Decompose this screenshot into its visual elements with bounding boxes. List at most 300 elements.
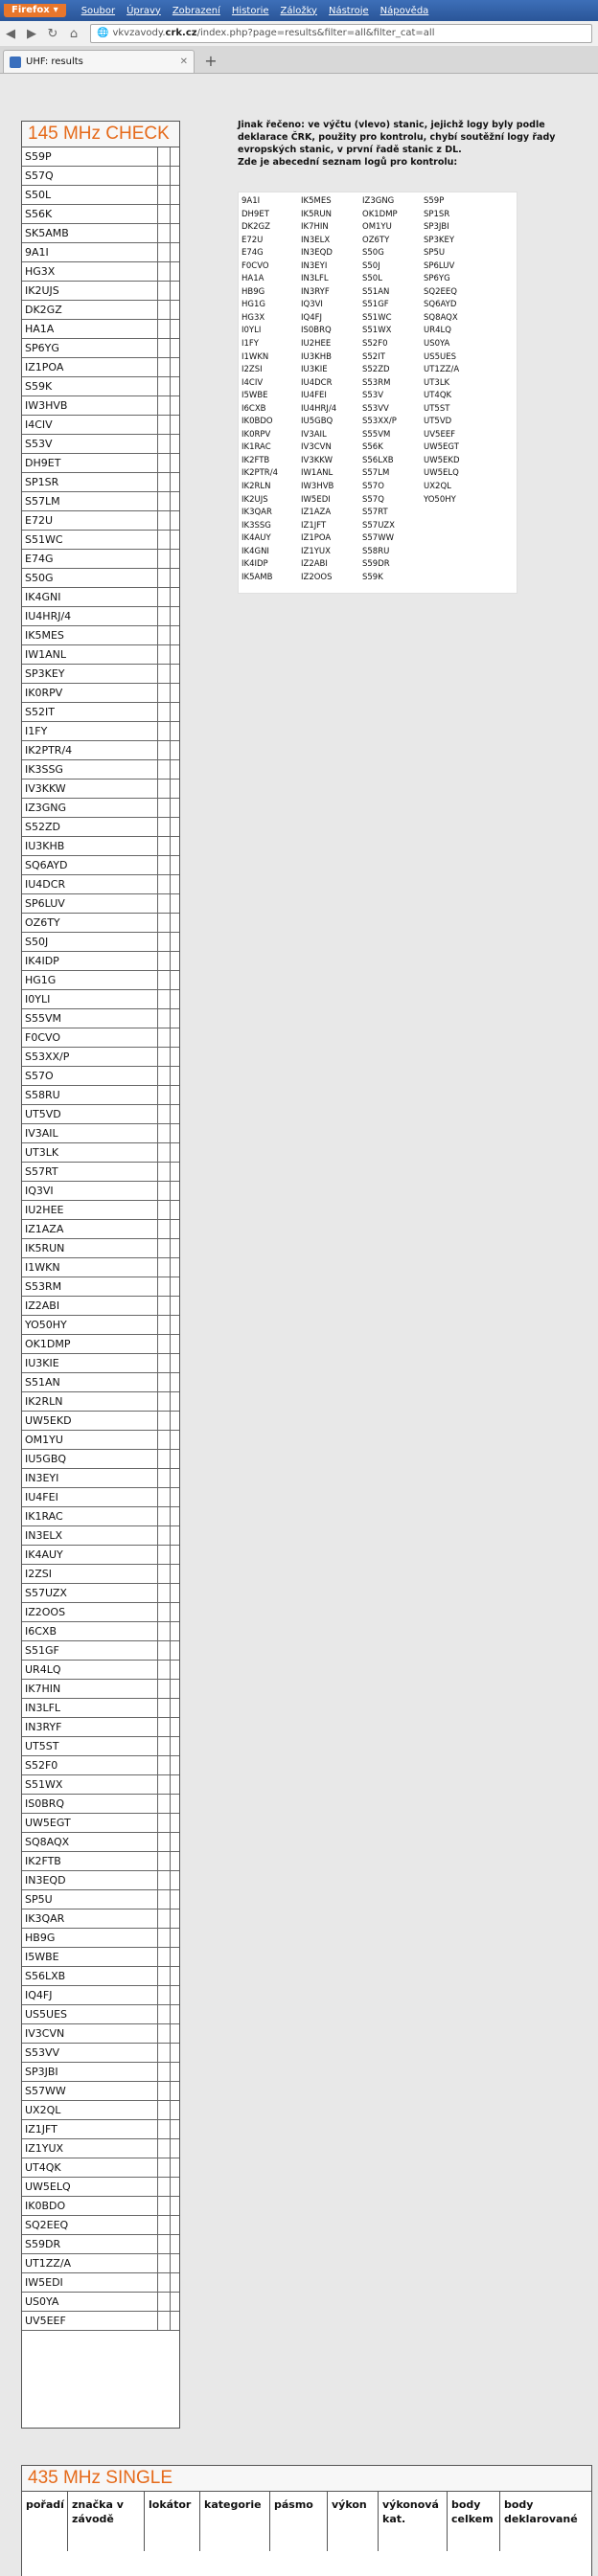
empty-cell [171,569,179,587]
callsign-cell: IV3CVN [22,2024,158,2043]
empty-cell [171,741,179,759]
table-row [22,186,179,205]
empty-cell [171,1852,179,1870]
callsign-cell: SP5U [22,1890,158,1909]
table-row [22,2101,179,2120]
table-row [22,473,179,492]
empty-cell [158,1450,171,1468]
empty-cell [158,2178,171,2196]
callsign-cell: S51WX [22,1775,158,1794]
callsign-cell: IZ1YUX [22,2139,158,2158]
callsign-cell: S53RM [22,1277,158,1296]
empty-cell [171,1048,179,1066]
callsign-cell: OZ6TY [22,914,158,932]
empty-cell [158,971,171,989]
empty-cell [158,2197,171,2215]
log-callsign: IU3KHB [301,351,332,362]
empty-cell [171,1143,179,1162]
callsign-cell: SP6LUV [22,894,158,913]
callsign-cell: S50L [22,186,158,204]
empty-cell [171,684,179,702]
empty-cell [158,1239,171,1257]
log-callsign: OK1DMP [362,209,398,219]
callsign-cell: S52IT [22,703,158,721]
close-tab-icon[interactable]: ✕ [179,56,188,67]
table-row [22,1009,179,1028]
empty-cell [158,1814,171,1832]
menu-upravy[interactable]: Úpravy [126,5,161,16]
empty-cell [158,243,171,261]
empty-cell [171,2024,179,2043]
log-callsign: IK4IDP [242,559,268,570]
table-row [22,1201,179,1220]
table-row [22,1277,179,1297]
table-row [22,1699,179,1718]
tab-title: UHF: results [26,56,83,67]
table-row [22,780,179,799]
callsign-cell: IZ1POA [22,358,158,376]
empty-cell [158,1948,171,1966]
new-tab-button[interactable]: + [204,52,218,70]
header-cell[interactable]: lokátor [145,2492,200,2551]
empty-cell [171,703,179,721]
log-callsign: S50L [362,274,382,284]
table-row [22,492,179,511]
empty-cell [158,722,171,740]
empty-cell [171,1833,179,1851]
table-row [22,1450,179,1469]
empty-cell [158,1297,171,1315]
table-row [22,607,179,626]
callsign-cell: UV5EEF [22,2312,158,2330]
empty-cell [171,167,179,185]
empty-cell [171,1795,179,1813]
callsign-cell: IZ1JFT [22,2120,158,2138]
log-callsign: S53RM [362,377,391,388]
table-row [22,1986,179,2005]
empty-cell [158,1373,171,1391]
empty-cell [158,1929,171,1947]
empty-cell [158,2273,171,2292]
log-callsign: IZ1JFT [301,520,327,531]
log-callsign: S53VV [362,403,389,414]
empty-cell [158,818,171,836]
empty-cell [158,1163,171,1181]
info-line: deklarace ČRK, použity pro kontrolu, chybí soutěžní logy řady [238,132,556,143]
table-row [22,1890,179,1909]
table-row [22,2235,179,2254]
empty-cell [158,760,171,779]
empty-cell [158,358,171,376]
empty-cell [158,645,171,664]
callsign-cell: UT1ZZ/A [22,2254,158,2272]
table-row [22,990,179,1009]
log-callsign: IU4FEI [301,391,327,401]
log-callsign: HG1G [242,300,265,310]
callsign-cell: S50G [22,569,158,587]
firefox-label: Firefox [12,5,50,15]
empty-cell [171,1354,179,1372]
callsign-cell: IK0BDO [22,2197,158,2215]
menu-napoveda[interactable]: Nápověda [380,5,429,16]
log-callsign: S59K [362,572,383,582]
table-row [22,914,179,933]
callsign-cell: IK4GNI [22,588,158,606]
empty-cell [171,511,179,530]
empty-cell [171,416,179,434]
table-row [22,2044,179,2063]
empty-cell [171,1335,179,1353]
empty-cell [171,1775,179,1794]
log-callsign: I4CIV [242,377,264,388]
log-callsign: US0YA [424,339,450,350]
empty-cell [158,1756,171,1774]
table-row [22,1948,179,1967]
log-callsign: IZ2ABI [301,559,328,570]
callsign-cell: SP3JBI [22,2063,158,2081]
reload-button[interactable] [42,24,63,43]
empty-cell [158,1354,171,1372]
log-callsign: S51GF [362,300,389,310]
log-callsign: E72U [242,235,264,245]
callsign-cell: S52F0 [22,1756,158,1774]
header-cell[interactable]: pásmo [270,2492,328,2551]
callsign-cell: IZ3GNG [22,799,158,817]
empty-cell [158,1737,171,1755]
table-row [22,626,179,645]
log-callsign: IN3RYF [301,286,330,297]
callsign-cell: IQ3VI [22,1182,158,1200]
empty-cell [171,990,179,1008]
single-table [21,2465,592,2576]
empty-cell [171,320,179,338]
callsign-cell: UT3LK [22,1143,158,1162]
empty-cell [171,396,179,415]
callsign-cell: E74G [22,550,158,568]
empty-cell [171,780,179,798]
log-callsign: IV3CVN [301,442,332,453]
callsign-cell: IU5GBQ [22,1450,158,1468]
empty-cell [158,147,171,166]
callsign-cell: IN3ELX [22,1526,158,1545]
log-callsign: IN3LFL [301,274,329,284]
callsign-cell: S50J [22,933,158,951]
table-row [22,2158,179,2178]
empty-cell [158,1852,171,1870]
empty-cell [171,1584,179,1602]
callsign-cell: S57O [22,1067,158,1085]
log-callsign: IZ1POA [301,533,332,544]
empty-cell [158,167,171,185]
callsign-cell: S57Q [22,167,158,185]
callsign-cell: I0YLI [22,990,158,1008]
empty-cell [158,1526,171,1545]
empty-cell [171,914,179,932]
callsign-cell: UW5EKD [22,1412,158,1430]
table-row [22,1316,179,1335]
empty-cell [158,1871,171,1889]
callsign-cell: IK5RUN [22,1239,158,1257]
empty-cell [171,1258,179,1277]
table-row [22,1067,179,1086]
empty-cell [158,1546,171,1564]
menu-soubor[interactable]: Soubor [80,5,116,16]
empty-cell [171,435,179,453]
log-callsign: S55VM [362,429,391,440]
log-callsign: SP6YG [424,274,450,284]
empty-cell [171,358,179,376]
log-callsign: IZ3GNG [362,196,395,206]
table-row [22,416,179,435]
table-row [22,224,179,243]
log-callsign: UR4LQ [424,326,451,336]
callsign-cell: IN3RYF [22,1718,158,1736]
empty-cell [171,1622,179,1640]
table-row [22,1220,179,1239]
menu-historie[interactable]: Historie [231,5,269,16]
empty-cell [158,1277,171,1296]
empty-cell [171,2254,179,2272]
empty-cell [171,1220,179,1238]
empty-cell [171,243,179,261]
log-callsign: IU5GBQ [301,417,334,427]
table-row [22,1967,179,1986]
navigation-bar [0,21,598,47]
check-table-title: 145 MHz CHECK [22,122,179,147]
table-row [22,1622,179,1641]
empty-cell [171,454,179,472]
empty-cell [158,2139,171,2158]
log-callsign: S57O [362,482,384,492]
callsign-cell: S52ZD [22,818,158,836]
empty-cell [158,550,171,568]
table-row [22,511,179,531]
callsign-cell: UW5EGT [22,1814,158,1832]
table-row [22,454,179,473]
table-row [22,1028,179,1048]
callsign-cell: HA1A [22,320,158,338]
callsign-cell: US5UES [22,2005,158,2023]
log-callsign: HA1A [242,274,264,284]
empty-cell [158,626,171,644]
table-row [22,396,179,416]
callsign-cell: IK4IDP [22,952,158,970]
log-callsign: IK4AUY [242,533,271,544]
empty-cell [171,282,179,300]
empty-cell [158,2082,171,2100]
callsign-cell: IZ2OOS [22,1603,158,1621]
log-callsign: IW5EDI [301,494,331,505]
back-button[interactable] [0,24,21,43]
empty-cell [171,1603,179,1621]
empty-cell [171,1488,179,1506]
table-row [22,1641,179,1661]
empty-cell [158,607,171,625]
log-callsign: OZ6TY [362,235,390,245]
info-line: Zde je abecední seznam logů pro kontrolu: [238,157,458,168]
empty-cell [158,473,171,491]
empty-cell [158,282,171,300]
menu-zalozky[interactable]: Záložky [280,5,317,16]
log-callsign: SP6LUV [424,260,455,271]
log-callsign: IZ1AZA [301,508,332,518]
table-row [22,1048,179,1067]
empty-cell [158,454,171,472]
callsign-cell: IK0RPV [22,684,158,702]
callsign-cell: S51WC [22,531,158,549]
callsign-cell: S53VV [22,2044,158,2062]
table-row [22,2293,179,2312]
empty-cell [158,2044,171,2062]
callsign-cell: S59P [22,147,158,166]
firefox-menu-button[interactable] [4,4,66,17]
empty-cell [158,1124,171,1142]
log-callsign: IK1RAC [242,442,271,453]
callsign-cell: SQ2EEQ [22,2216,158,2234]
callsign-cell: IS0BRQ [22,1795,158,1813]
empty-cell [158,1680,171,1698]
empty-cell [158,1775,171,1794]
log-callsign: S57RT [362,508,388,518]
callsign-cell: I1WKN [22,1258,158,1277]
address-bar[interactable] [90,24,592,43]
empty-cell [158,1986,171,2004]
callsign-cell: SQ8AQX [22,1833,158,1851]
empty-cell [158,1335,171,1353]
menu-nastroje[interactable]: Nástroje [328,5,369,16]
callsign-cell: S59DR [22,2235,158,2253]
table-row [22,1833,179,1852]
empty-cell [171,2101,179,2119]
forward-button[interactable] [21,24,42,43]
log-callsign: S53V [362,391,384,401]
empty-cell [171,1105,179,1123]
empty-cell [158,1699,171,1717]
callsign-cell: IK3QAR [22,1909,158,1928]
empty-cell [171,588,179,606]
empty-cell [158,1009,171,1028]
header-cell[interactable]: body celkem [448,2492,500,2551]
log-callsign: I1FY [242,339,259,350]
header-cell[interactable]: kategorie [200,2492,270,2551]
empty-cell [171,1948,179,1966]
tab-uhf-results[interactable] [3,50,195,73]
log-callsign: S50G [362,248,384,259]
home-icon: ⌂ [69,26,79,41]
empty-cell [158,703,171,721]
log-callsign: DH9ET [242,209,269,219]
empty-cell [171,722,179,740]
callsign-cell: F0CVO [22,1028,158,1047]
callsign-cell: IU4HRJ/4 [22,607,158,625]
log-callsign: IV3KKW [301,455,333,465]
home-button[interactable] [63,24,84,43]
empty-cell [158,1143,171,1162]
callsign-cell: S57WW [22,2082,158,2100]
header-cell[interactable]: body deklarované [504,2498,578,2525]
empty-cell [158,1105,171,1123]
tab-bar [0,46,598,74]
empty-cell [158,2254,171,2272]
empty-cell [158,1507,171,1525]
callsign-cell: UX2QL [22,2101,158,2119]
empty-cell [171,1641,179,1660]
header-cell[interactable]: výkonová kat. [379,2492,448,2551]
log-callsign: IW1ANL [301,468,334,479]
table-row [22,320,179,339]
empty-cell [171,1316,179,1334]
callsign-cell: IK3SSG [22,760,158,779]
info-line: evropských stanic, v první řadě stanic z DL. [238,145,462,155]
table-row [22,1565,179,1584]
log-callsign: UW5EGT [424,442,459,453]
empty-cell [171,1718,179,1736]
log-callsign: YO50HY [424,494,456,505]
log-callsign: IK2RLN [242,482,271,492]
table-row [22,684,179,703]
log-list-grid [242,196,519,585]
favicon-icon [10,56,21,68]
empty-cell [158,1067,171,1085]
log-callsign: S56K [362,442,383,453]
log-callsign: S53XX/P [362,417,397,427]
header-cell[interactable]: pořadí [22,2492,68,2551]
url-text [112,25,434,42]
menu-zobrazeni[interactable]: Zobrazení [172,5,220,16]
empty-cell [158,1086,171,1104]
empty-cell [171,1986,179,2004]
info-line: Jinak řečeno: ve výčtu (vlevo) stanic, jejichž logy byly podle [238,120,545,130]
table-row [22,665,179,684]
table-row [22,1124,179,1143]
header-cell[interactable]: značka v závodě [68,2492,145,2551]
table-row [22,1852,179,1871]
callsign-cell: IU4FEI [22,1488,158,1506]
callsign-cell: I2ZSI [22,1565,158,1583]
empty-cell [158,531,171,549]
globe-icon: 🌐 [97,28,109,38]
log-callsign: F0CVO [242,260,269,271]
empty-cell [158,1182,171,1200]
empty-cell [171,1431,179,1449]
callsign-cell: IK2FTB [22,1852,158,1870]
table-row [22,1335,179,1354]
empty-cell [171,1412,179,1430]
log-callsign: IW3HVB [301,482,334,492]
callsign-cell: HG3X [22,262,158,281]
empty-cell [158,1392,171,1411]
callsign-cell: I1FY [22,722,158,740]
log-callsign: S51WX [362,326,392,336]
header-cell[interactable]: výkon [328,2492,379,2551]
callsign-cell: S59K [22,377,158,395]
log-callsign: IZ2OOS [301,572,333,582]
table-row [22,2120,179,2139]
log-callsign: S51AN [362,286,390,297]
log-callsign: SQ6AYD [424,300,457,310]
empty-cell [158,894,171,913]
table-row [22,262,179,282]
log-callsign: UX2QL [424,482,451,492]
empty-cell [171,1661,179,1679]
table-row [22,722,179,741]
empty-cell [171,1297,179,1315]
log-callsign: IS0BRQ [301,326,332,336]
empty-cell [158,588,171,606]
callsign-cell: DK2GZ [22,301,158,319]
empty-cell [171,1699,179,1717]
empty-cell [171,2044,179,2062]
